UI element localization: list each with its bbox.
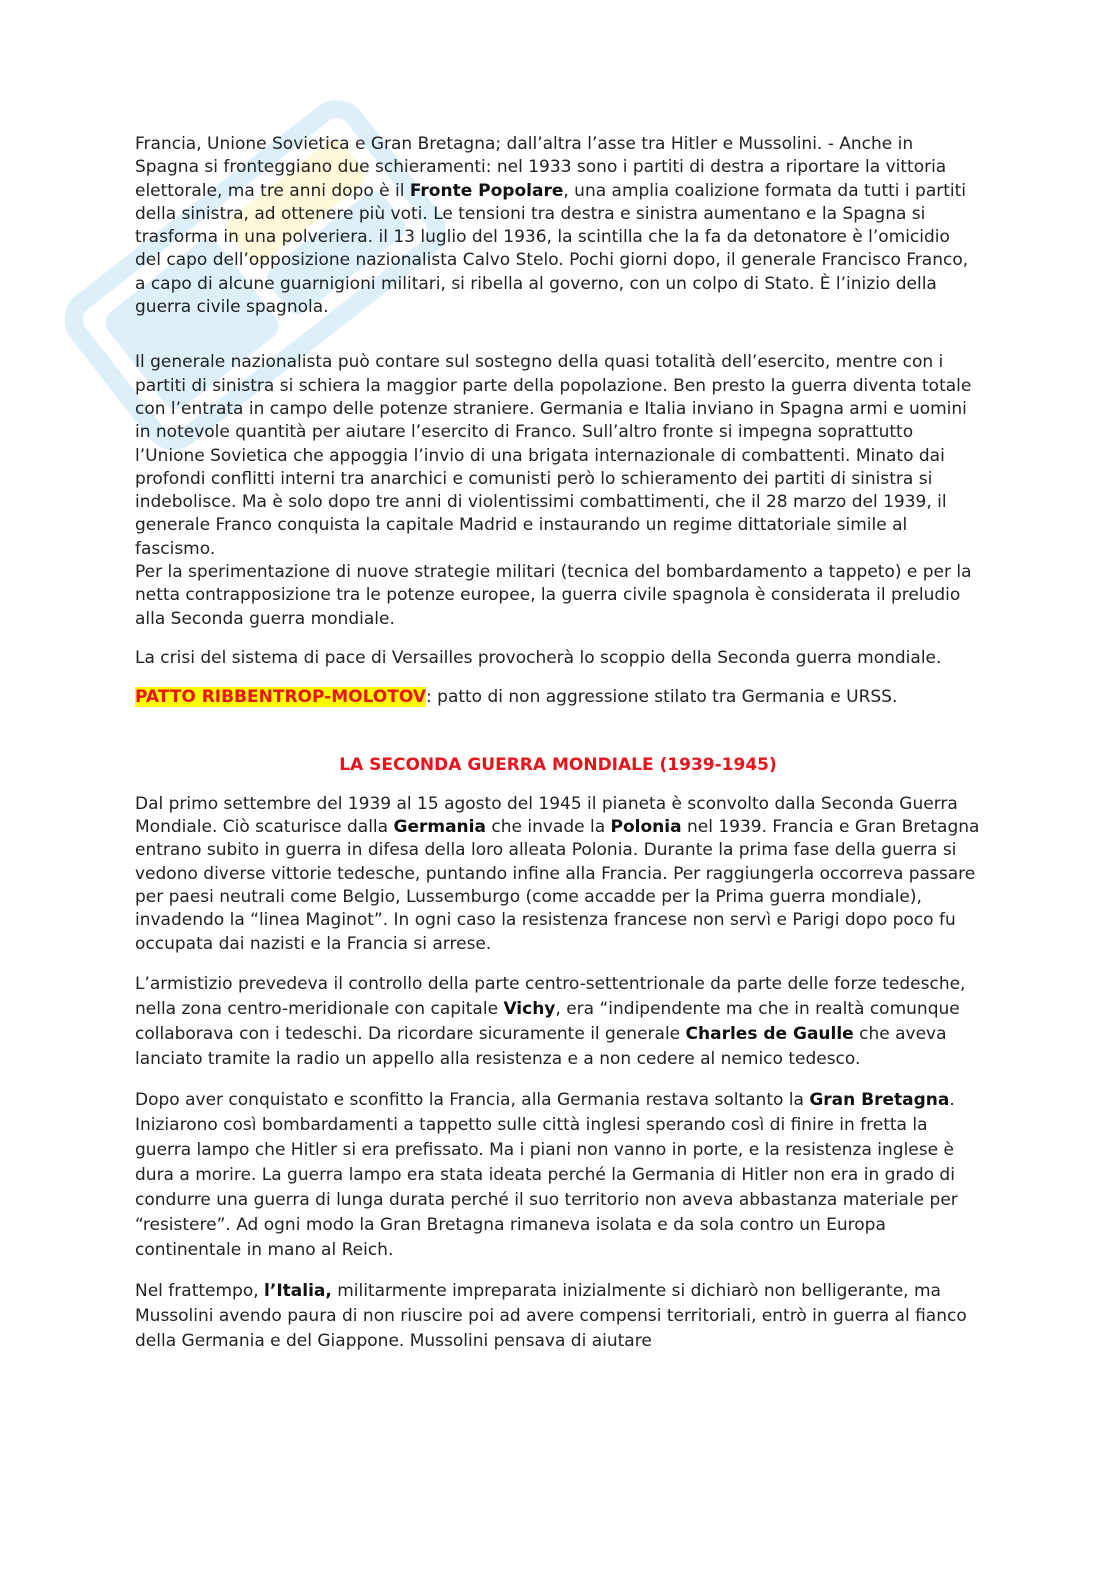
section-heading: LA SECONDA GUERRA MONDIALE (1939-1945): [339, 754, 777, 775]
document-page: [135, 133, 981, 1370]
patto-title-highlight: PATTO RIBBENTROP-MOLOTOV: [135, 687, 427, 708]
bold-de-gaulle: Charles de Gaulle: [685, 1023, 854, 1044]
bold-germania: Germania: [393, 817, 486, 838]
bold-fronte-popolare: Fronte Popolare: [409, 180, 564, 201]
bold-gran-bretagna: Gran Bretagna: [809, 1089, 950, 1110]
paragraph-patto: PATTO RIBBENTROP-MOLOTOV: patto di non aggressione stilato tra Germania e URSS.: [135, 687, 898, 708]
bold-polonia: Polonia: [610, 817, 682, 838]
paragraph-prelude: Per la sperimentazione di nuove strategie militari (tecnica del bombardamento a tappeto) e per la netta contrapposizione tra le potenze europee, la guerra civile spagnola è considerata il preludio alla Seconda guerra mondiale.: [135, 562, 972, 629]
bold-italia: l’Italia,: [264, 1280, 332, 1301]
bold-vichy: Vichy: [503, 998, 556, 1019]
paragraph-civil-war: Il generale nazionalista può contare sul sostegno della quasi totalità dell’esercito, mentre con i partiti di sinistra si schiera la maggior parte della popolazione. Ben presto la guerra diventa totale con l’entrata in campo delle potenze straniere. Germania e Italia inviano in Spagna armi e uomini in notevole quantità per aiutare l’esercito di Franco. Sull’altro fronte si impegna soprattutto l’Unione Sovietica che appoggia l’invio di una brigata internazionale di combattenti. Minato dai profondi conflitti interni tra anarchici e comunisti però lo schieramento dei partiti di sinistra si indebolisce. Ma è solo dopo tre anni di violentissimi combattimenti, che il 28 marzo del 1939, il generale Franco conquista la capitale Madrid e instaurando un regime dittatoriale simile al fascismo.: [135, 352, 972, 559]
paragraph-italy: Nel frattempo, l’Italia, militarmente impreparata inizialmente si dichiarò non belligerante, ma Mussolini avendo paura di non riuscire poi ad avere compensi territoriali, entrò in guerra al fianco della Germania e del Giappone. Mussolini pensava di aiutare: [135, 1280, 967, 1351]
paragraph-spain-intro: Francia, Unione Sovietica e Gran Bretagna; dall’altra l’asse tra Hitler e Mussolini. - Anche in Spagna si fronteggiano due schieramenti: nel 1933 sono i partiti di destra a riportare la vittoria elettorale, ma tre anni dopo è il Fronte Popolare, una amplia coalizione formata da tutti i partiti della sinistra, ad ottenere più voti. Le tensioni tra destra e sinistra aumentano e la Spagna si trasforma in una polveriera. il 13 luglio del 1936, la scintilla che la fa da detonatore è l’omicidio del capo dell’opposizione nazionalista Calvo Stelo. Pochi giorni dopo, il generale Francisco Franco, a capo di alcune guarnigioni militari, si ribella al governo, con un colpo di Stato. È l’inizio della guerra civile spagnola.: [135, 134, 969, 318]
blank-line: [135, 335, 981, 351]
paragraph-armistice: L’armistizio prevedeva il controllo della parte centro-settentrionale da parte delle forze tedesche, nella zona centro-meridionale con capitale Vichy, era “indipendente ma che in realtà comunque collaborava con i tedeschi. Da ricordare sicuramente il generale Charles de Gaulle che aveva lanciato tramite la radio un appello alla resistenza e a non cedere al nemico tedesco.: [135, 973, 966, 1069]
paragraph-britain: Dopo aver conquistato e sconfitto la Francia, alla Germania restava soltanto la Gran Bretagna. Iniziarono così bombardamenti a tappetto sulle città inglesi sperando così di finire in fretta la guerra lampo che Hitler si era prefissato. Ma i piani non vanno in porte, e la resistenza inglese è dura a morire. La guerra lampo era stata ideata perché la Germania di Hitler non era in grado di condurre una guerra di lunga durata perché il suo territorio non aveva abbastanza materiale per “resistere”. Ad ogni modo la Gran Bretagna rimaneva isolata e da sola contro un Europa continentale in mano al Reich.: [135, 1089, 958, 1260]
paragraph-versailles: La crisi del sistema di pace di Versailles provocherà lo scoppio della Seconda guerra mondiale.: [135, 647, 942, 668]
paragraph-ww2-start: Dal primo settembre del 1939 al 15 agosto del 1945 il pianeta è sconvolto dalla Seconda Guerra Mondiale. Ciò scaturisce dalla Germania che invade la Polonia nel 1939. Francia e Gran Bretagna entrano subito in guerra in difesa della loro alleata Polonia. Durante la prima fase della guerra si vedono diverse vittorie tedesche, puntando infine alla Francia. Per raggiungerla occorreva passare per paesi neutrali come Belgio, Lussemburgo (come accadde per la Prima guerra mondiale), invadendo la “linea Maginot”. In ogni caso la resistenza francese non servì e Parigi dopo poco fu occupata dai nazisti e la Francia si arrese.: [135, 793, 980, 954]
